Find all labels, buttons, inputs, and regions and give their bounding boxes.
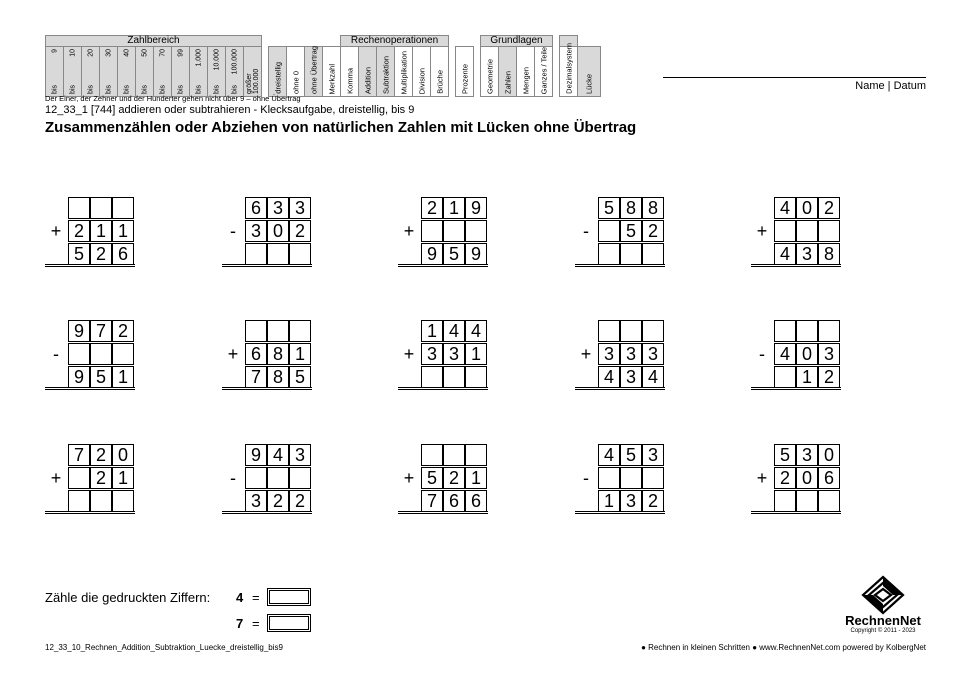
name-date-label: Name | Datum xyxy=(855,80,926,92)
range-bis: bis xyxy=(69,85,76,94)
digit-cell: 7 xyxy=(90,320,112,342)
operator-sign: - xyxy=(583,221,589,241)
digit-cell: 1 xyxy=(796,366,818,388)
result-underline xyxy=(399,366,421,388)
category-label: Dezimalsystem xyxy=(563,43,573,94)
blank-digit-cell[interactable] xyxy=(818,490,840,512)
digit-cell: 4 xyxy=(774,343,796,365)
category-table xyxy=(45,35,601,97)
digit-cell: 3 xyxy=(818,343,840,365)
blank-digit-cell[interactable] xyxy=(68,467,90,489)
result-underline xyxy=(576,243,598,265)
range-bis: bis xyxy=(213,85,220,94)
operator-sign: + xyxy=(756,221,768,241)
category-cell[interactable] xyxy=(287,47,305,97)
digit-cell: 2 xyxy=(818,197,840,219)
digit-cell: 9 xyxy=(465,197,487,219)
operator-sign: + xyxy=(227,344,239,364)
blank-digit-cell[interactable] xyxy=(598,467,620,489)
zahlbereich-cell[interactable] xyxy=(208,47,226,97)
count-input-4[interactable] xyxy=(267,588,311,606)
digit-cell: 1 xyxy=(465,343,487,365)
digit-cell: 6 xyxy=(443,490,465,512)
digit-cell: 8 xyxy=(818,243,840,265)
digit-cell: 9 xyxy=(68,320,90,342)
category-cell[interactable] xyxy=(535,47,553,97)
digit-cell: 3 xyxy=(620,366,642,388)
operator-sign: + xyxy=(403,221,415,241)
zahlbereich-cell[interactable] xyxy=(46,47,64,97)
result-underline xyxy=(223,243,245,265)
blank-digit-cell[interactable] xyxy=(68,343,90,365)
arithmetic-task xyxy=(751,320,841,390)
digit-cell: 3 xyxy=(245,490,267,512)
digit-cell: 6 xyxy=(245,343,267,365)
arithmetic-task xyxy=(398,320,488,390)
arithmetic-task xyxy=(398,444,488,514)
arithmetic-task xyxy=(751,444,841,514)
digit-cell: 1 xyxy=(465,467,487,489)
category-cell[interactable] xyxy=(269,47,287,97)
category-label: Division xyxy=(416,67,426,94)
blank-digit-cell[interactable] xyxy=(245,320,267,342)
blank-digit-cell[interactable] xyxy=(774,490,796,512)
blank-digit-cell[interactable] xyxy=(421,444,443,466)
digit-cell: 2 xyxy=(289,490,311,512)
result-underline xyxy=(46,490,68,512)
digit-cell: 5 xyxy=(68,243,90,265)
category-cell[interactable] xyxy=(341,47,359,97)
arithmetic-task xyxy=(222,320,312,390)
result-underline xyxy=(46,366,68,388)
operator-sign: - xyxy=(759,344,765,364)
digit-cell: 5 xyxy=(289,366,311,388)
arithmetic-task xyxy=(751,197,841,267)
blank-digit-cell[interactable] xyxy=(642,467,664,489)
digit-cell: 1 xyxy=(90,220,112,242)
digit-cell: 9 xyxy=(245,444,267,466)
digit-cell: 4 xyxy=(774,197,796,219)
digit-cell: 3 xyxy=(642,343,664,365)
range-number: 20 xyxy=(87,49,94,57)
digit-cell: 3 xyxy=(620,343,642,365)
digit-cell: 4 xyxy=(465,320,487,342)
blank-digit-cell[interactable] xyxy=(620,243,642,265)
digit-cell: 5 xyxy=(90,366,112,388)
blank-digit-cell[interactable] xyxy=(774,220,796,242)
range-bis: bis xyxy=(123,85,130,94)
sum-double-line xyxy=(222,511,312,514)
blank-digit-cell[interactable] xyxy=(818,220,840,242)
digit-cell: 0 xyxy=(818,444,840,466)
digit-cell: 2 xyxy=(642,220,664,242)
blank-digit-cell[interactable] xyxy=(796,490,818,512)
blank-digit-cell[interactable] xyxy=(598,220,620,242)
count-eq-4: = xyxy=(252,590,260,605)
digit-cell: 1 xyxy=(443,197,465,219)
digit-cell: 9 xyxy=(465,243,487,265)
sum-double-line xyxy=(45,511,135,514)
arithmetic-task xyxy=(575,444,665,514)
blank-digit-cell[interactable] xyxy=(289,467,311,489)
blank-digit-cell[interactable] xyxy=(289,320,311,342)
digit-cell: 3 xyxy=(443,343,465,365)
digit-cell: 5 xyxy=(774,444,796,466)
operator-sign: - xyxy=(583,468,589,488)
blank-digit-cell[interactable] xyxy=(465,444,487,466)
blank-digit-cell[interactable] xyxy=(112,343,134,365)
category-cell[interactable] xyxy=(323,47,341,97)
arithmetic-task xyxy=(45,444,135,514)
digit-cell: 2 xyxy=(68,220,90,242)
category-cell[interactable] xyxy=(456,47,474,97)
blank-digit-cell[interactable] xyxy=(796,220,818,242)
arithmetic-task xyxy=(45,197,135,267)
blank-digit-cell[interactable] xyxy=(796,320,818,342)
rule-note: Der Einer, der Zehner und der Hunderter gehen nicht über 9 – ohne Übertrag xyxy=(45,94,301,103)
digit-cell: 1 xyxy=(289,343,311,365)
digit-cell: 5 xyxy=(443,243,465,265)
operator-sign: + xyxy=(580,344,592,364)
digit-cell: 7 xyxy=(421,490,443,512)
range-number: 9 xyxy=(51,49,58,53)
range-bis: bis xyxy=(159,85,166,94)
blank-digit-cell[interactable] xyxy=(68,490,90,512)
digit-cell: 3 xyxy=(598,343,620,365)
range-bis: bis xyxy=(177,85,184,94)
digit-cell: 8 xyxy=(620,197,642,219)
digit-cell: 7 xyxy=(68,444,90,466)
operator-sign: - xyxy=(230,468,236,488)
digit-cell: 0 xyxy=(796,467,818,489)
blank-digit-cell[interactable] xyxy=(267,320,289,342)
sum-double-line xyxy=(575,511,665,514)
digit-cell: 2 xyxy=(112,320,134,342)
category-label: Multiplikation xyxy=(398,50,408,94)
sum-double-line xyxy=(751,511,841,514)
zahlbereich-cell[interactable] xyxy=(190,47,208,97)
footer-credits: ● Rechnen in kleinen Schritten ● www.RechnenNet.com powered by KolbergNet xyxy=(641,643,926,652)
sum-double-line xyxy=(398,511,488,514)
zahlbereich-cell[interactable] xyxy=(82,47,100,97)
sum-double-line xyxy=(398,264,488,267)
result-underline xyxy=(752,490,774,512)
range-bis: bis xyxy=(51,85,58,94)
operator-sign: - xyxy=(230,221,236,241)
sum-double-line xyxy=(751,264,841,267)
digit-cell: 2 xyxy=(774,467,796,489)
range-number: 1.000 xyxy=(195,49,202,67)
category-label: dreistellig xyxy=(272,62,282,94)
blank-digit-cell[interactable] xyxy=(112,490,134,512)
digit-cell: 8 xyxy=(267,343,289,365)
digit-cell: 6 xyxy=(465,490,487,512)
category-label: Geometrie xyxy=(484,58,494,94)
blank-digit-cell[interactable] xyxy=(465,220,487,242)
digit-cell: 4 xyxy=(443,320,465,342)
logo-brand: RechnenNet xyxy=(845,613,921,628)
group-grundlagen: Grundlagen xyxy=(481,36,553,47)
blank-digit-cell[interactable] xyxy=(267,467,289,489)
blank-digit-cell[interactable] xyxy=(443,444,465,466)
digit-cell: 2 xyxy=(90,444,112,466)
digit-cell: 3 xyxy=(796,243,818,265)
sum-double-line xyxy=(575,387,665,390)
digit-cell: 1 xyxy=(598,490,620,512)
range-number: 40 xyxy=(123,49,130,57)
zahlbereich-cell[interactable] xyxy=(118,47,136,97)
digit-cell: 3 xyxy=(289,444,311,466)
worksheet-id: 12_33_1 [744] addieren oder subtrahieren - Klecksaufgabe, dreistellig, bis 9 xyxy=(45,104,415,116)
digit-cell: 5 xyxy=(598,197,620,219)
sum-double-line xyxy=(398,387,488,390)
arithmetic-task xyxy=(398,197,488,267)
blank-digit-cell[interactable] xyxy=(642,320,664,342)
digit-cell: 0 xyxy=(112,444,134,466)
category-label: Lücke xyxy=(584,73,594,94)
digit-cell: 4 xyxy=(774,243,796,265)
category-cell[interactable] xyxy=(377,47,395,97)
result-underline xyxy=(752,366,774,388)
category-cell[interactable] xyxy=(481,47,499,97)
category-cell[interactable] xyxy=(560,43,578,97)
digit-cell: 2 xyxy=(818,366,840,388)
name-line[interactable] xyxy=(663,77,926,78)
digit-cell: 3 xyxy=(289,197,311,219)
blank-digit-cell[interactable] xyxy=(90,343,112,365)
digit-cell: 0 xyxy=(796,197,818,219)
range-bis: bis xyxy=(141,85,148,94)
blank-digit-cell[interactable] xyxy=(90,490,112,512)
zahlbereich-cell[interactable] xyxy=(226,47,244,97)
range-number: 70 xyxy=(159,49,166,57)
range-number: 30 xyxy=(105,49,112,57)
result-underline xyxy=(223,366,245,388)
zahlbereich-cell[interactable] xyxy=(154,47,172,97)
category-cell[interactable] xyxy=(305,47,323,97)
category-label: Ganzes / Teile xyxy=(538,46,548,94)
digit-cell: 3 xyxy=(642,444,664,466)
zahlbereich-cell[interactable] xyxy=(244,47,262,97)
blank-digit-cell[interactable] xyxy=(245,243,267,265)
digit-cell: 1 xyxy=(112,220,134,242)
operator-sign: + xyxy=(756,468,768,488)
category-label: Prozente xyxy=(459,63,469,94)
blank-digit-cell[interactable] xyxy=(598,320,620,342)
result-underline xyxy=(399,243,421,265)
blank-digit-cell[interactable] xyxy=(620,467,642,489)
range-number: 100.000 xyxy=(231,49,238,75)
range-number: größer 100.000 xyxy=(245,68,260,94)
digit-cell: 1 xyxy=(112,467,134,489)
digit-cell: 2 xyxy=(642,490,664,512)
arithmetic-task xyxy=(575,320,665,390)
category-cell[interactable] xyxy=(359,47,377,97)
count-eq-7: = xyxy=(252,616,260,631)
zahlbereich-cell[interactable] xyxy=(136,47,154,97)
arithmetic-task xyxy=(222,444,312,514)
category-label: Mengen xyxy=(520,66,530,94)
digit-cell: 8 xyxy=(642,197,664,219)
blank-digit-cell[interactable] xyxy=(620,320,642,342)
result-underline xyxy=(752,243,774,265)
blank-digit-cell[interactable] xyxy=(465,366,487,388)
blank-digit-cell[interactable] xyxy=(598,243,620,265)
digit-cell: 5 xyxy=(421,467,443,489)
digit-cell: 2 xyxy=(90,243,112,265)
category-cell[interactable] xyxy=(517,47,535,97)
operator-sign: + xyxy=(50,221,62,241)
digit-cell: 9 xyxy=(68,366,90,388)
blank-digit-cell[interactable] xyxy=(774,366,796,388)
zahlbereich-cell[interactable] xyxy=(64,47,82,97)
digit-cell: 3 xyxy=(245,220,267,242)
category-cell[interactable] xyxy=(413,47,431,97)
blank-digit-cell[interactable] xyxy=(421,366,443,388)
digit-cell: 2 xyxy=(443,467,465,489)
digit-cell: 7 xyxy=(245,366,267,388)
operator-sign: + xyxy=(403,468,415,488)
category-label: ohne 0 xyxy=(290,71,300,94)
sum-double-line xyxy=(751,387,841,390)
rechnennet-logo xyxy=(843,575,923,637)
digit-cell: 0 xyxy=(267,220,289,242)
blank-digit-cell[interactable] xyxy=(818,320,840,342)
digit-cell: 6 xyxy=(112,243,134,265)
blank-digit-cell[interactable] xyxy=(642,243,664,265)
digit-cell: 2 xyxy=(267,490,289,512)
blank-digit-cell[interactable] xyxy=(90,197,112,219)
sum-double-line xyxy=(575,264,665,267)
category-cell[interactable] xyxy=(499,47,517,97)
digit-cell: 3 xyxy=(421,343,443,365)
category-cell[interactable] xyxy=(431,47,449,97)
digit-cell: 4 xyxy=(598,444,620,466)
operator-sign: + xyxy=(50,468,62,488)
blank-digit-cell[interactable] xyxy=(774,320,796,342)
blank-digit-cell[interactable] xyxy=(443,366,465,388)
group-zahlbereich: Zahlbereich xyxy=(46,36,262,47)
range-bis: bis xyxy=(105,85,112,94)
arithmetic-task xyxy=(575,197,665,267)
category-label: Merkzahl xyxy=(326,63,336,94)
digit-cell: 9 xyxy=(421,243,443,265)
result-underline xyxy=(46,243,68,265)
category-label: Zahlen xyxy=(502,71,512,94)
digit-cell: 4 xyxy=(598,366,620,388)
category-cell[interactable] xyxy=(578,47,601,97)
digit-cell: 4 xyxy=(642,366,664,388)
digit-cell: 1 xyxy=(421,320,443,342)
digit-cell: 0 xyxy=(796,343,818,365)
group-rechenoperationen: Rechenoperationen xyxy=(341,36,449,47)
zahlbereich-cell[interactable] xyxy=(100,47,118,97)
category-label: Komma xyxy=(344,68,354,94)
result-underline xyxy=(576,366,598,388)
range-number: 50 xyxy=(141,49,148,57)
blank-digit-cell[interactable] xyxy=(289,243,311,265)
operator-sign: - xyxy=(53,344,59,364)
worksheet-title: Zusammenzählen oder Abziehen von natürlichen Zahlen mit Lücken ohne Übertrag xyxy=(45,119,637,136)
footer-filename: 12_33_10_Rechnen_Addition_Subtraktion_Luecke_dreistellig_bis9 xyxy=(45,643,283,652)
sum-double-line xyxy=(45,387,135,390)
logo-icon xyxy=(861,575,905,615)
category-label: Brüche xyxy=(434,70,444,94)
digit-cell: 3 xyxy=(620,490,642,512)
sum-double-line xyxy=(222,387,312,390)
range-bis: bis xyxy=(87,85,94,94)
zahlbereich-cell[interactable] xyxy=(172,47,190,97)
result-underline xyxy=(399,490,421,512)
digit-cell: 6 xyxy=(245,197,267,219)
result-underline xyxy=(223,490,245,512)
blank-digit-cell[interactable] xyxy=(112,197,134,219)
digit-cell: 6 xyxy=(818,467,840,489)
sum-double-line xyxy=(222,264,312,267)
digit-cell: 3 xyxy=(267,197,289,219)
count-label: Zähle die gedruckten Ziffern: xyxy=(45,590,211,605)
blank-digit-cell[interactable] xyxy=(443,220,465,242)
digit-cell: 3 xyxy=(796,444,818,466)
category-label: ohne Übertrag xyxy=(308,46,318,94)
blank-digit-cell[interactable] xyxy=(245,467,267,489)
range-number: 10.000 xyxy=(213,49,220,71)
digit-cell: 2 xyxy=(421,197,443,219)
operator-sign: + xyxy=(403,344,415,364)
category-label: Addition xyxy=(362,66,372,94)
result-underline xyxy=(576,490,598,512)
blank-digit-cell[interactable] xyxy=(421,220,443,242)
digit-cell: 8 xyxy=(267,366,289,388)
logo-copyright: Copyright © 2011 - 2023 xyxy=(850,628,916,634)
digit-cell: 5 xyxy=(620,444,642,466)
category-label: Subtraktion xyxy=(380,56,390,94)
digit-cell: 4 xyxy=(267,444,289,466)
blank-digit-cell[interactable] xyxy=(68,197,90,219)
count-digit-7: 7 xyxy=(236,616,244,631)
range-bis: bis xyxy=(195,85,202,94)
blank-digit-cell[interactable] xyxy=(267,243,289,265)
digit-cell: 1 xyxy=(112,366,134,388)
sum-double-line xyxy=(45,264,135,267)
range-bis: bis xyxy=(231,85,238,94)
arithmetic-task xyxy=(45,320,135,390)
arithmetic-task xyxy=(222,197,312,267)
digit-cell: 2 xyxy=(90,467,112,489)
count-digit-4: 4 xyxy=(236,590,244,605)
count-input-7[interactable] xyxy=(267,614,311,632)
range-number: 99 xyxy=(177,49,184,57)
category-cell[interactable] xyxy=(395,47,413,97)
range-number: 10 xyxy=(69,49,76,57)
digit-cell: 2 xyxy=(289,220,311,242)
digit-cell: 5 xyxy=(620,220,642,242)
